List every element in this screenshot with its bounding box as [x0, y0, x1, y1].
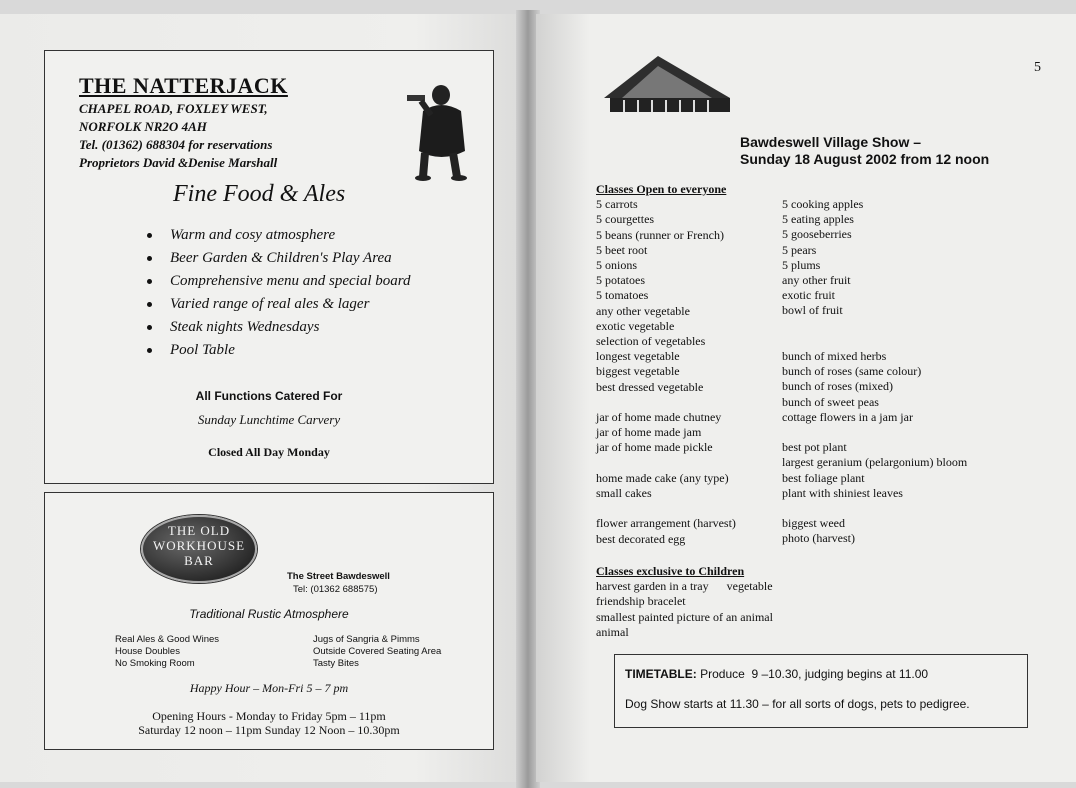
list-item: flower arrangement (harvest): [596, 516, 736, 531]
list-item: Comprehensive menu and special board: [147, 273, 411, 296]
list-item: [596, 501, 736, 516]
list-item: [782, 425, 967, 440]
pub-name: THE NATTERJACK: [79, 73, 288, 98]
list-item: best pot plant: [782, 440, 847, 455]
tagline: Fine Food & Ales: [173, 181, 346, 207]
list-item: plant with shiniest leaves: [782, 485, 903, 500]
list-item: [596, 456, 736, 471]
list-item: longest vegetable: [596, 349, 680, 364]
list-item: 5 cooking apples: [782, 197, 864, 211]
list-item: [596, 395, 736, 410]
opening-hours-line-2: Saturday 12 noon – 11pm Sunday 12 Noon – 10.30pm: [138, 723, 400, 737]
list-item: 5 beet root: [596, 242, 648, 257]
open-classes-heading: Classes Open to everyone: [596, 182, 727, 196]
list-item: 5 eating apples: [782, 212, 854, 227]
timetable-text: Produce 9 –10.30, judging begins at 11.00: [696, 667, 929, 681]
opening-hours-line-1: Opening Hours - Monday to Friday 5pm – 11pm: [152, 709, 386, 723]
list-item: friendship bracelet: [596, 594, 686, 609]
timetable-box: [614, 654, 1028, 728]
proprietors-line: Proprietors David &Denise Marshall: [79, 155, 278, 170]
address-line-2: NORFOLK NR2O 4AH: [79, 119, 207, 134]
list-item: exotic vegetable: [596, 318, 675, 333]
list-item: harvest garden in a tray vegetable: [596, 579, 773, 594]
list-item: animal: [596, 624, 629, 639]
bullet-icon: [147, 233, 152, 238]
page-number: 5: [1034, 60, 1041, 75]
children-classes-heading: Classes exclusive to Children: [596, 564, 745, 578]
bullet-icon: [147, 348, 152, 353]
list-item: exotic fruit: [782, 288, 835, 303]
carvery-line: Sunday Lunchtime Carvery: [197, 412, 341, 427]
list-item: [782, 501, 967, 516]
pavilion-illustration: [604, 52, 734, 116]
bullet-icon: [147, 302, 152, 307]
list-item: 5 courgettes: [596, 212, 655, 227]
list-item: [782, 334, 967, 349]
timetable-line: [625, 667, 928, 681]
list-item: smallest painted picture of an animal: [596, 609, 773, 624]
address-line-1: CHAPEL ROAD, FOXLEY WEST,: [79, 101, 268, 116]
list-item: largest geranium (pelargonium) bloom: [782, 455, 968, 470]
list-item: jar of home made pickle: [596, 440, 713, 455]
atmosphere-line: Traditional Rustic Atmosphere: [189, 607, 349, 621]
workhouse-logo: THE OLD WORKHOUSE BAR: [141, 515, 257, 583]
list-item: [782, 319, 967, 334]
open-classes-col1: [596, 182, 736, 547]
list-item: best dressed vegetable: [596, 379, 704, 394]
left-offers: Real Ales & Good Wines House Doubles No Smoking Room: [115, 634, 220, 669]
right-offers: Jugs of Sangria & Pimms Outside Covered Seating Area Tasty Bites: [313, 634, 442, 669]
bullet-icon: [147, 279, 152, 284]
list-item: jar of home made jam: [596, 425, 702, 440]
list-item: photo (harvest): [782, 531, 855, 546]
feature-list: [147, 227, 411, 365]
list-item: selection of vegetables: [596, 334, 706, 349]
functions-line: All Functions Catered For: [195, 389, 343, 403]
list-item: small cakes: [596, 486, 652, 501]
children-classes: [596, 564, 773, 640]
list-item: home made cake (any type): [596, 470, 729, 485]
list-item: bunch of sweet peas: [782, 394, 879, 409]
show-title-line-1: Bawdeswell Village Show –: [740, 134, 922, 150]
list-item: bunch of roses (mixed): [782, 379, 893, 394]
landlord-illustration: [401, 81, 471, 181]
list-item: biggest vegetable: [596, 364, 680, 379]
list-item: 5 gooseberries: [782, 227, 852, 242]
list-item: Varied range of real ales & lager: [147, 296, 411, 319]
closed-line: Closed All Day Monday: [208, 445, 330, 459]
bullet-icon: [147, 256, 152, 261]
list-item: any other fruit: [782, 273, 851, 288]
list-item: 5 carrots: [596, 197, 638, 212]
list-item: best foliage plant: [782, 470, 865, 485]
list-item: bunch of mixed herbs: [782, 349, 887, 364]
workhouse-advert: [44, 492, 494, 750]
happy-hour-line: Happy Hour – Mon-Fri 5 – 7 pm: [189, 681, 349, 695]
list-item: cottage flowers in a jam jar: [782, 409, 913, 424]
list-item: 5 beans (runner or French): [596, 227, 724, 242]
phone-line: Tel. (01362) 688304 for reservations: [79, 137, 273, 152]
list-item: 5 plums: [782, 257, 821, 272]
bullet-icon: [147, 325, 152, 330]
list-item: Warm and cosy atmosphere: [147, 227, 411, 250]
list-item: best decorated egg: [596, 531, 686, 546]
list-item: bowl of fruit: [782, 303, 843, 318]
list-item: Pool Table: [147, 342, 411, 365]
list-item: jar of home made chutney: [596, 410, 722, 425]
list-item: bunch of roses (same colour): [782, 364, 922, 379]
list-item: 5 pears: [782, 242, 817, 257]
dog-show-line: Dog Show starts at 11.30 – for all sorts of dogs, pets to pedigree.: [625, 697, 970, 711]
timetable-label: TIMETABLE:: [625, 667, 697, 681]
show-title-line-2: Sunday 18 August 2002 from 12 noon: [740, 151, 990, 167]
list-item: 5 tomatoes: [596, 288, 649, 303]
list-item: 5 onions: [596, 258, 638, 273]
open-classes-col2: [782, 197, 967, 547]
list-item: Beer Garden & Children's Play Area: [147, 250, 411, 273]
natterjack-advert: [44, 50, 494, 484]
list-item: biggest weed: [782, 516, 845, 531]
list-item: 5 potatoes: [596, 273, 645, 288]
list-item: Steak nights Wednesdays: [147, 319, 411, 342]
street-line: The Street Bawdeswell: [287, 571, 390, 582]
list-item: any other vegetable: [596, 303, 690, 318]
tel-line: Tel: (01362 688575): [293, 584, 378, 595]
